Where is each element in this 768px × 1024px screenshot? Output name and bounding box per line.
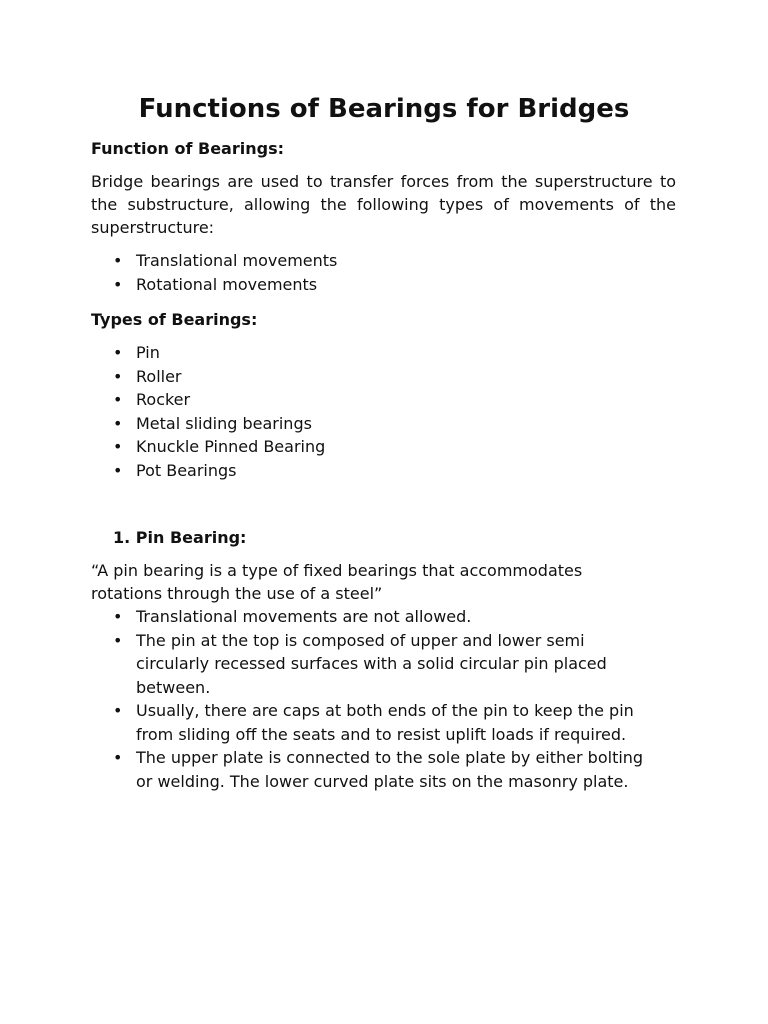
document-title: Functions of Bearings for Bridges: [138, 94, 630, 124]
list-item: • Pot Bearings: [0, 459, 656, 483]
list-item: • Translational movements: [0, 249, 656, 273]
section-number: 1.: [113, 528, 131, 547]
movements-list: [0, 249, 656, 296]
list-item: • Knuckle Pinned Bearing: [0, 435, 656, 459]
list-item: • Translational movements are not allowed.: [0, 605, 656, 629]
section-title: Pin Bearing:: [135, 528, 247, 547]
function-heading: Function of Bearings:: [91, 139, 284, 158]
list-item: • Metal sliding bearings: [0, 412, 656, 436]
list-item: • Roller: [0, 365, 656, 389]
function-paragraph-text: Bridge bearings are used to transfer forces from the superstructure to the substructure, allowing the following: [91, 172, 676, 214]
list-item: • Rotational movements: [0, 273, 656, 297]
function-paragraph-text-end: types of movements of the superstructure:: [91, 195, 677, 237]
pin-quote: “A pin bearing is a type of fixed bearings that accommodates rotations through the use of a steel”: [91, 561, 583, 603]
list-item: • The upper plate is connected to the sole plate by either bolting or welding. The lower curved plate sits on the masonry plate.: [0, 746, 656, 793]
list-item: • Pin: [0, 341, 656, 365]
list-item: • Rocker: [0, 388, 656, 412]
types-list: [0, 341, 656, 482]
function-paragraph: [91, 170, 676, 239]
list-item: • The pin at the top is composed of upper and lower semi circularly recessed surfaces with a solid circular pin placed between.: [0, 629, 656, 700]
types-heading: Types of Bearings:: [91, 310, 258, 329]
list-item: • Usually, there are caps at both ends of the pin to keep the pin from sliding off the seats and to resist uplift loads if required.: [0, 699, 656, 746]
pin-section-heading: [113, 526, 246, 550]
pin-points-list: [0, 605, 656, 793]
